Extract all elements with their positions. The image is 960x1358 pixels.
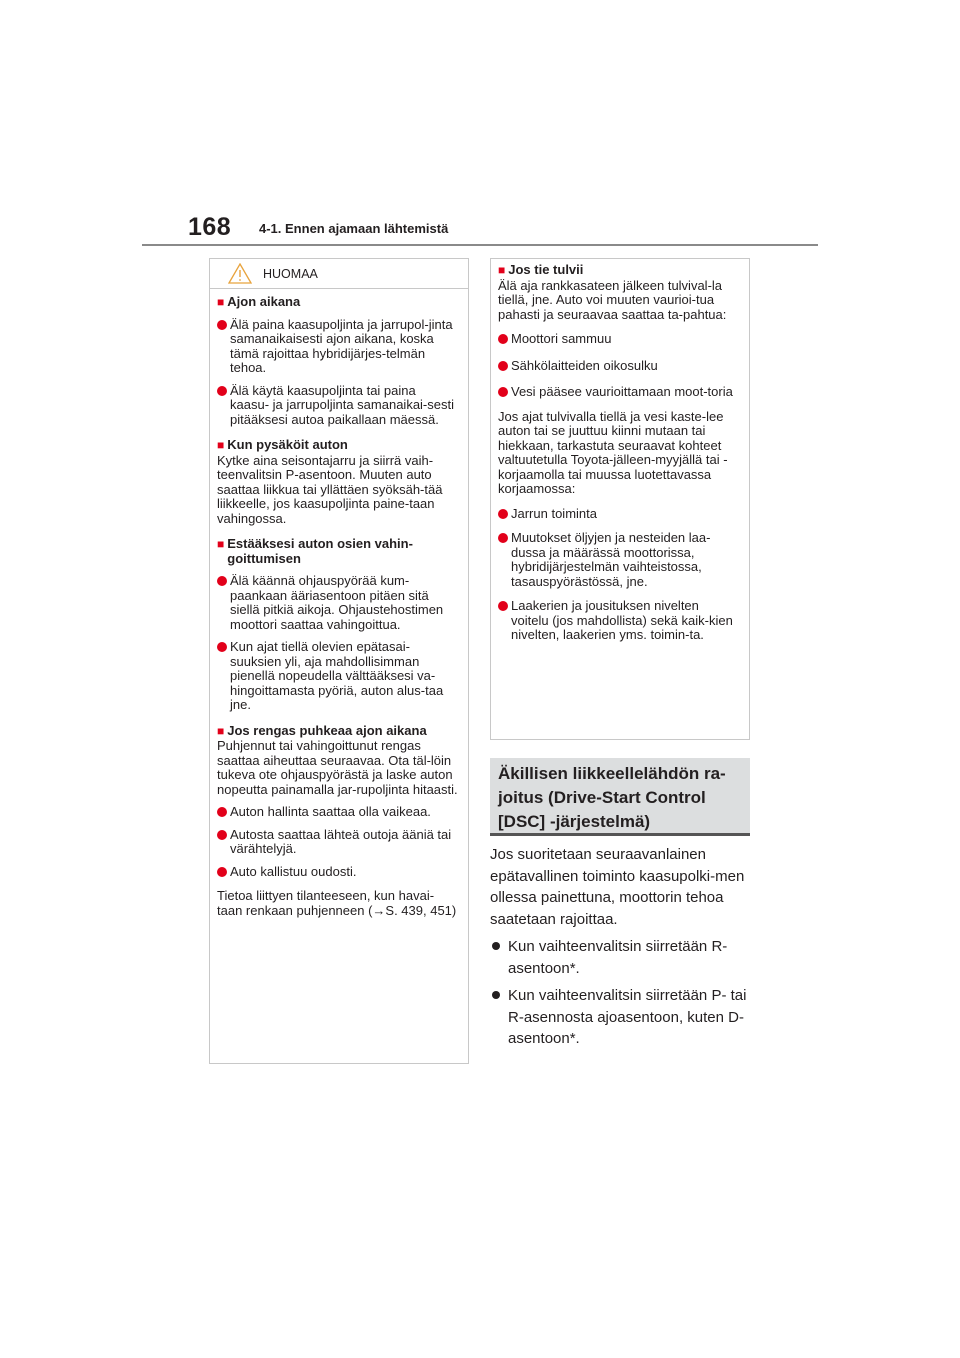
list-item: Jarrun toiminta xyxy=(498,507,739,522)
square-bullet-icon: ■ xyxy=(217,295,225,309)
bullet-dot-icon xyxy=(492,991,500,999)
list-item: Muutokset öljyjen ja nesteiden laa-dussa ja määrässä moottorissa, hybridijärjestelmän vaihteistossa, tasauspyörästössä, jne. xyxy=(498,531,739,589)
warning-triangle-icon xyxy=(228,263,252,284)
list-item: Älä käännä ohjauspyörää kum-paankaan ääriasentoon pitäen sitä siellä pitkiä aikoja. Ohjaustehostimen moottori saattaa vahingoittua. xyxy=(217,574,458,632)
list-item: Auton hallinta saattaa olla vaikeaa. xyxy=(217,805,458,820)
bullet-dot-icon xyxy=(498,601,508,611)
heading-pysakointi: ■ Kun pysäköit auton xyxy=(217,437,348,452)
list-item: Älä käytä kaasupoljinta tai paina kaasu- ja jarrupoljinta samanaikai-sesti pitääksesi autoa paikallaan mäessä. xyxy=(217,384,458,428)
bullet-dot-icon xyxy=(498,509,508,519)
paragraph: Kytke aina seisontajarru ja siirrä vaih-teenvalitsin P-asentoon. Muuten auto saattaa liikkua tai yllättäen syöksäh-tää liikkeelle, jos kaasupoljinta paine-taan vahingossa. xyxy=(217,452,443,526)
bullet-dot-icon xyxy=(498,387,508,397)
list-item: Kun ajat tiellä olevien epätasai-suuksien yli, aja mahdollisimman pienellä nopeudella välttääksesi va-hingoittamasta pyöriä, auton alus-taa jne. xyxy=(217,640,458,713)
square-bullet-icon: ■ xyxy=(217,537,225,551)
bullet-dot-icon xyxy=(217,807,227,817)
bullet-dot-icon xyxy=(217,642,227,652)
flood-box xyxy=(490,258,750,740)
bullet-dot-icon xyxy=(217,386,227,396)
reference-paragraph: Tietoa liittyen tilanteeseen, kun havai-taan renkaan puhjenneen (→S. 439, 451) xyxy=(217,888,457,918)
bullet-dot-icon xyxy=(217,320,227,330)
list-item: Kun vaihteenvalitsin siirretään P- tai R-asennosta ajoasentoon, kuten D-asentoon*. xyxy=(490,985,758,1050)
paragraph: Jos ajat tulvivalla tiellä ja vesi kaste-lee auton tai se juuttuu kiinni mutaan tai hiekkaan, tarkastuta seuraavat kohteet valtuutetulla Toyota-jälleen-myyjällä tai -korjaamolla tai muussa luotettavassa korjaamossa: xyxy=(498,408,728,496)
heading-tulva: ■ Jos tie tulvii xyxy=(498,262,584,277)
list-item: Moottori sammuu xyxy=(498,332,739,347)
bullet-dot-icon xyxy=(217,830,227,840)
heading-osien-vahingoittuminen: ■ Estääksesi auton osien vahin-goittumisen xyxy=(217,536,413,566)
heading-rengas-puhkeaa: ■ Jos rengas puhkeaa ajon aikana xyxy=(217,722,427,738)
bullet-dot-icon xyxy=(498,334,508,344)
caution-box xyxy=(209,258,469,1064)
list-item: Kun vaihteenvalitsin siirretään R-asentoon*. xyxy=(490,936,758,979)
paragraph: Puhjennut tai vahingoittunut rengas saattaa aiheuttaa seuraavaa. Ota täl-löin tukeva ote ohjauspyörästä ja laske auton nopeutta painamalla jar-rupoljinta hitaasti. xyxy=(217,738,458,797)
bullet-dot-icon xyxy=(217,867,227,877)
list-item: Auto kallistuu oudosti. xyxy=(217,865,458,880)
list-item: Autosta saattaa lähteä outoja ääniä tai värähtelyjä. xyxy=(217,828,458,857)
list-item: Älä paina kaasupoljinta ja jarrupol-jinta samanaikaisesti ajon aikana, koska tämä rajoittaa hybridijärjes-telmän tehoa. xyxy=(217,318,458,376)
square-bullet-icon: ■ xyxy=(217,438,225,452)
paragraph: Älä aja rankkasateen jälkeen tulvival-la tiellä, jne. Auto voi muuten vaurioi-tua pahasti ja seuraavaa saattaa ta-pahtua: xyxy=(498,277,727,322)
bullet-dot-icon xyxy=(498,533,508,543)
dsc-heading: Äkillisen liikkeellelähdön ra-joitus (Drive-Start Control [DSC] -järjestelmä) xyxy=(490,758,750,836)
page-number: 168 xyxy=(188,213,232,241)
bullet-dot-icon xyxy=(498,361,508,371)
list-item: Laakerien ja jousituksen nivelten voitelu (jos mahdollista) sekä kaik-kien nivelten, laakerien yms. toimin-ta. xyxy=(498,599,739,643)
section-title: 4-1. Ennen ajamaan lähtemistä xyxy=(259,221,449,236)
bullet-dot-icon xyxy=(492,942,500,950)
square-bullet-icon: ■ xyxy=(217,723,225,738)
dsc-intro: Jos suoritetaan seuraavanlainen epätavallinen toiminto kaasupolki-men ollessa painettuna, moottorin tehoa saatetaan rajoittaa. xyxy=(490,846,745,928)
caution-header xyxy=(210,259,468,289)
heading-ajon-aikana: ■ Ajon aikana xyxy=(217,294,301,309)
header-divider xyxy=(142,244,818,246)
list-item: Vesi pääsee vaurioittamaan moot-toria xyxy=(498,385,739,400)
dsc-body xyxy=(490,844,758,1050)
caution-label: HUOMAA xyxy=(263,267,318,281)
bullet-dot-icon xyxy=(217,576,227,586)
square-bullet-icon: ■ xyxy=(498,263,506,277)
list-item: Sähkölaitteiden oikosulku xyxy=(498,359,739,374)
